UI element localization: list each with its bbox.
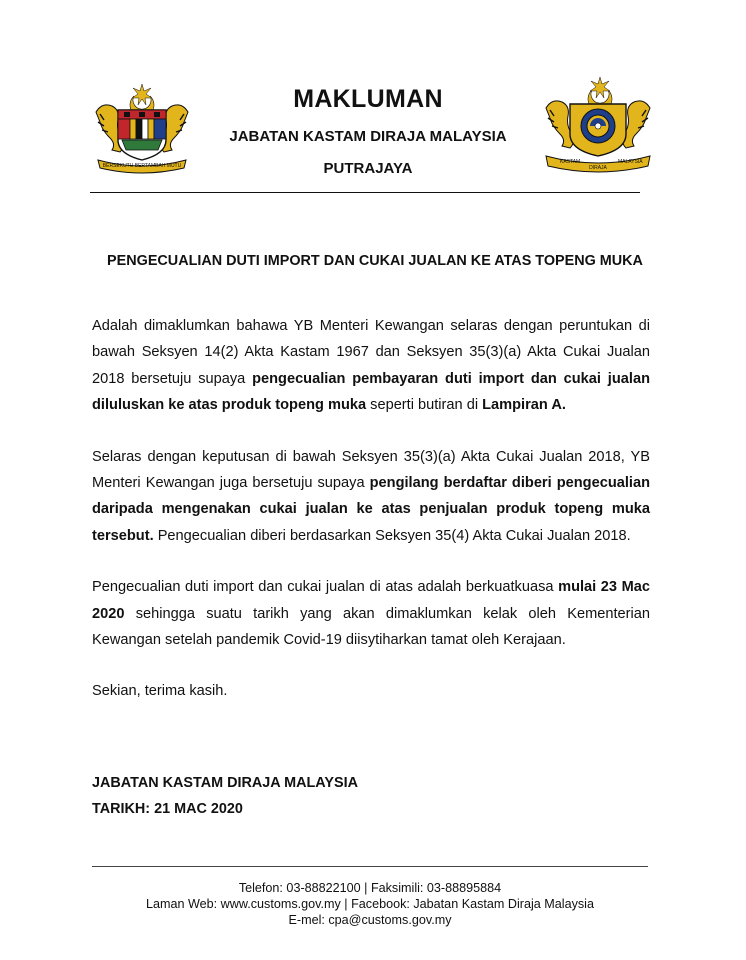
department-location: PUTRAJAYA (323, 160, 413, 177)
footer-email: E-mel: cpa@customs.gov.my (288, 913, 452, 927)
notice-body (92, 313, 650, 705)
letterhead (196, 84, 540, 180)
signature-org: JABATAN KASTAM DIRAJA MALAYSIA (92, 775, 358, 791)
paragraph-1-text-1: Adalah dimaklumkan bahawa YB Menteri Kewangan selaras dengan peruntukan di bawah Seksyen 14(2) Akta Kastam 1967 dan Seksyen 35(3)(a) Akta Cukai Jualan 2018 bersetuju supaya (92, 318, 650, 387)
department-name: JABATAN KASTAM DIRAJA MALAYSIA (229, 128, 507, 145)
crest-banner-right: MALAYSIA (618, 159, 643, 165)
paragraph-3-text-1: Pengecualian duti import dan cukai jualan di atas adalah berkuatkuasa (92, 579, 559, 596)
paragraph-3-bold-1: mulai 23 Mac 2020 (92, 579, 650, 622)
footer-phone-fax: Telefon: 03-88822100 | Faksimili: 03-88895884 (238, 881, 502, 895)
signature-block (92, 770, 358, 822)
paragraph-3 (92, 574, 650, 653)
paragraph-3-text-2: sehingga suatu tarikh yang akan dimaklumkan kelak oleh Kementerian Kewangan setelah pandemik Covid-19 diisytiharkan tamat oleh Kerajaan. (92, 605, 650, 649)
signature-date: TARIKH: 21 MAC 2020 (92, 801, 243, 817)
paragraph-1-bold-2: Lampiran A. (482, 397, 566, 414)
paragraph-2-bold-1: pengilang berdaftar diberi pengecualian daripada mengenakan cukai jualan ke atas penjualan produk topeng muka tersebut. (92, 475, 650, 544)
page-title: MAKLUMAN (293, 85, 443, 113)
paragraph-2-text-1: Selaras dengan keputusan di bawah Seksyen 35(3)(a) Akta Cukai Jualan 2018, YB Menteri Kewangan juga bersetuju supaya (92, 448, 650, 492)
crest-banner-center: DIRAJA (589, 165, 607, 171)
closing-line: Sekian, terima kasih. (92, 683, 228, 700)
footer-web-facebook: Laman Web: www.customs.gov.my | Facebook: Jabatan Kastam Diraja Malaysia (146, 897, 594, 911)
header-divider (90, 192, 640, 193)
paragraph-2-text-2: Pengecualian diberi berdasarkan Seksyen 35(4) Akta Cukai Jualan 2018. (153, 527, 631, 544)
footer-divider (92, 866, 648, 867)
crest-banner-left: KASTAM (560, 159, 581, 165)
crest-motto: BERSEKUTU BERTAMBAH MUTU (102, 163, 182, 169)
paragraph-1-bold-1: pengecualian pembayaran duti import dan cukai jualan diluluskan ke atas produk topeng muka (92, 370, 650, 414)
paragraph-1 (92, 313, 650, 419)
paragraph-2 (92, 444, 650, 550)
customs-crest-icon (540, 76, 656, 176)
footer-contact (92, 880, 648, 928)
malaysia-coat-of-arms-icon (88, 82, 196, 174)
notice-subject: PENGECUALIAN DUTI IMPORT DAN CUKAI JUALAN KE ATAS TOPENG MUKA (107, 253, 643, 269)
paragraph-1-text-2: seperti butiran di (366, 397, 483, 414)
